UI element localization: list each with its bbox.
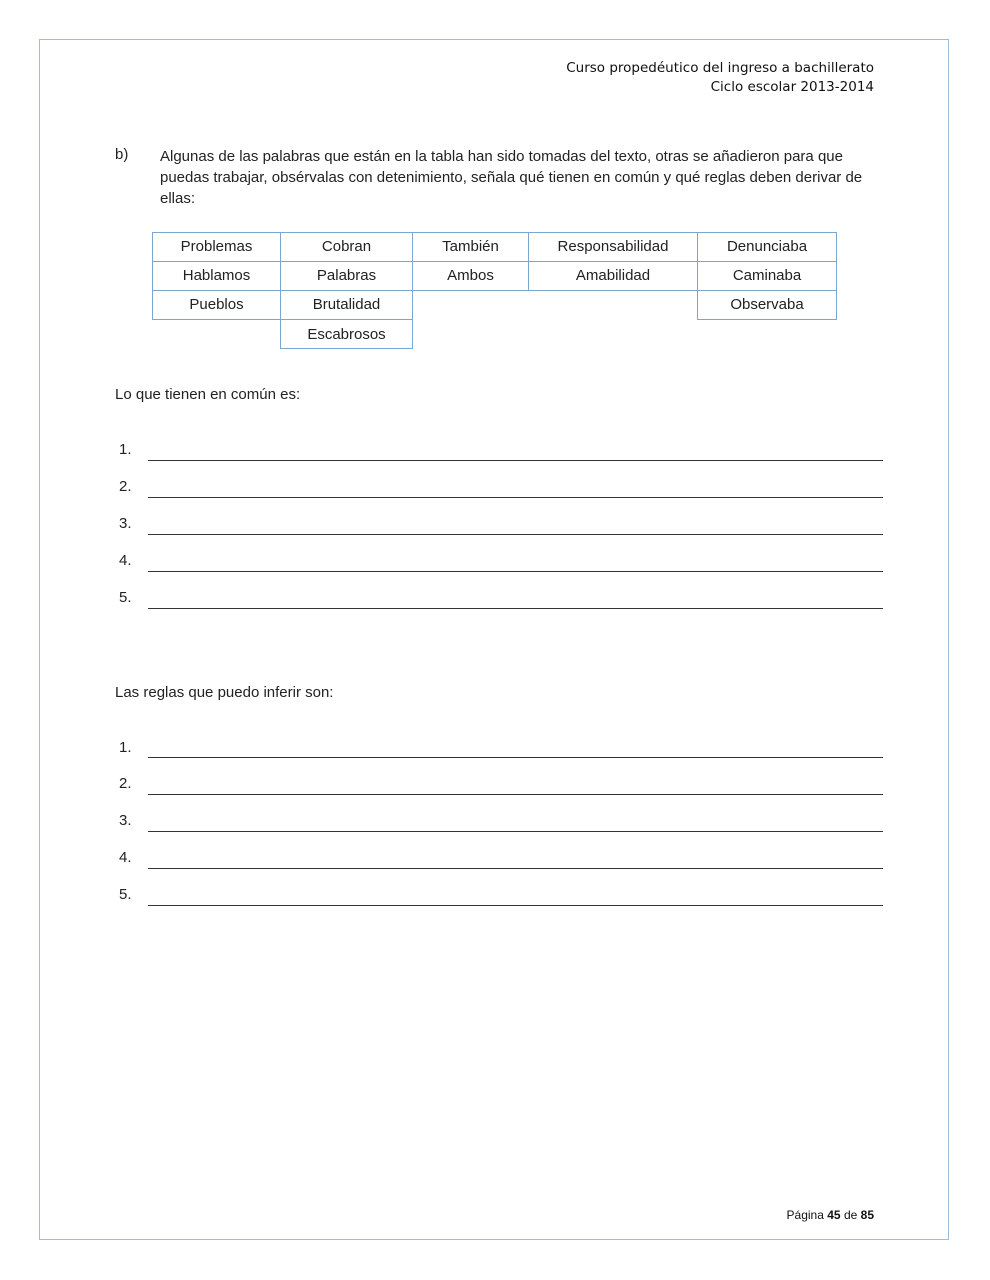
rules-line-number: 2.: [119, 775, 132, 792]
footer-label: Página: [786, 1208, 824, 1222]
page-border: [39, 39, 949, 1240]
rules-line-number: 4.: [119, 849, 132, 866]
table-cell: Escabrosos: [280, 319, 413, 349]
rules-answer-line-5[interactable]: [148, 905, 883, 906]
rules-answer-line-3[interactable]: [148, 831, 883, 832]
table-cell: Responsabilidad: [528, 232, 698, 262]
table-cell: Caminaba: [697, 261, 837, 291]
table-cell: También: [412, 232, 529, 262]
table-cell: Palabras: [280, 261, 413, 291]
header-cycle: Ciclo escolar 2013-2014: [710, 79, 874, 95]
common-answer-line-5[interactable]: [148, 608, 883, 609]
table-cell: Cobran: [280, 232, 413, 262]
rules-answer-line-1[interactable]: [148, 757, 883, 758]
common-line-number: 2.: [119, 478, 132, 495]
table-cell: Hablamos: [152, 261, 281, 291]
table-cell: Amabilidad: [528, 261, 698, 291]
rules-line-number: 5.: [119, 886, 132, 903]
question-text: Algunas de las palabras que están en la tabla han sido tomadas del texto, otras se añadieron para que puedas trabajar, obsérvalas con detenimiento, señala qué tienen en común y qué reglas deben derivar de ellas:: [160, 148, 863, 207]
rules-line-number: 3.: [119, 812, 132, 829]
common-answer-line-3[interactable]: [148, 534, 883, 535]
table-cell: Observaba: [697, 290, 837, 320]
footer-page-number: 45: [827, 1208, 841, 1222]
common-line-number: 5.: [119, 589, 132, 606]
page-footer: [787, 1208, 874, 1222]
common-answer-line-1[interactable]: [148, 460, 883, 461]
question-letter: b): [115, 146, 129, 163]
table-cell: Ambos: [412, 261, 529, 291]
rules-line-number: 1.: [119, 739, 132, 756]
common-answer-line-2[interactable]: [148, 497, 883, 498]
footer-of: de: [843, 1208, 858, 1222]
table-cell: Problemas: [152, 232, 281, 262]
page-header: [566, 59, 874, 97]
footer-total-pages: 85: [860, 1208, 874, 1222]
common-answer-line-4[interactable]: [148, 571, 883, 572]
table-cell: Brutalidad: [280, 290, 413, 320]
rules-section-title: Las reglas que puedo inferir son:: [115, 684, 334, 701]
common-line-number: 4.: [119, 552, 132, 569]
common-line-number: 3.: [119, 515, 132, 532]
common-line-number: 1.: [119, 441, 132, 458]
common-section-title: Lo que tienen en común es:: [115, 386, 301, 403]
header-course: Curso propedéutico del ingreso a bachillerato: [566, 60, 874, 76]
table-cell: Pueblos: [152, 290, 281, 320]
table-cell: Denunciaba: [697, 232, 837, 262]
rules-answer-line-4[interactable]: [148, 868, 883, 869]
rules-answer-line-2[interactable]: [148, 794, 883, 795]
